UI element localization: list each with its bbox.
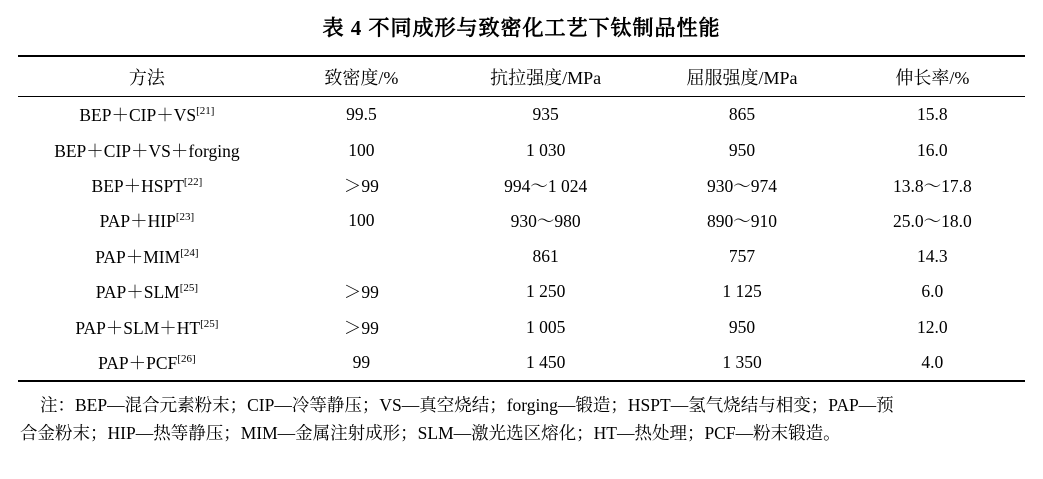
cell-yield: 950 <box>728 139 756 160</box>
table-header <box>18 57 1025 96</box>
cell-density: ＞99 <box>343 175 379 196</box>
cell-method: PAP＋MIM[24] <box>95 246 199 267</box>
reference-superscript: [25] <box>200 317 219 330</box>
cell-yield: 1 125 <box>722 281 762 302</box>
reference-superscript: [24] <box>180 246 199 259</box>
reference-superscript: [26] <box>177 353 196 366</box>
performance-table-body <box>18 97 1025 380</box>
cell-elongation: 14.3 <box>917 245 948 266</box>
table-note-line-2: 合金粉末；HIP—热等静压；MIM—金属注射成形；SLM—激光选区熔化；HT—热处理；PCF—粉末锻造。 <box>20 423 841 444</box>
cell-density: 99.5 <box>346 104 377 125</box>
cell-density: ＞99 <box>343 317 379 338</box>
cell-tensile: 861 <box>532 245 559 266</box>
reference-superscript: [25] <box>179 282 199 295</box>
cell-density: 100 <box>348 210 375 231</box>
reference-superscript: [23] <box>175 211 195 224</box>
cell-method: PAP＋HIP[23] <box>99 211 195 232</box>
cell-density <box>276 239 447 274</box>
cell-yield: 930～974 <box>707 175 777 196</box>
column-header-elongation: 伸长率/% <box>895 67 970 88</box>
column-header-method: 方法 <box>128 67 165 88</box>
cell-elongation: 16.0 <box>917 139 948 160</box>
cell-method: PAP＋PCF[26] <box>98 352 196 373</box>
cell-yield: 890～910 <box>707 211 777 232</box>
table-row <box>18 132 1025 167</box>
table-row <box>18 345 1025 380</box>
reference-superscript: [22] <box>183 176 203 189</box>
table-header-row <box>18 57 1025 96</box>
cell-yield: 1 350 <box>722 351 762 372</box>
table-note <box>18 382 1025 448</box>
cell-tensile: 994～1 024 <box>504 175 588 196</box>
cell-elongation: 12.0 <box>917 316 948 337</box>
column-header-yield-strength: 屈服强度/MPa <box>686 67 798 88</box>
cell-density: 99 <box>352 351 371 372</box>
cell-tensile: 1 030 <box>525 139 566 160</box>
cell-yield: 865 <box>728 104 756 125</box>
table-row <box>18 97 1025 132</box>
cell-elongation: 13.8～17.8 <box>892 175 972 196</box>
cell-method: BEP＋CIP＋VS[21] <box>79 105 215 126</box>
cell-elongation: 25.0～18.0 <box>892 211 972 232</box>
cell-yield: 950 <box>728 316 756 337</box>
column-header-density: 致密度/% <box>324 67 399 88</box>
cell-method: PAP＋SLM＋HT[25] <box>75 317 219 338</box>
reference-superscript: [21] <box>196 105 215 118</box>
cell-yield: 757 <box>728 245 756 266</box>
cell-method: BEP＋CIP＋VS＋forging <box>54 140 240 161</box>
table-note-line-1: 注：BEP—混合元素粉末；CIP—冷等静压；VS—真空烧结；forging—锻造；HSPT—氢气烧结与相变；PAP—预 <box>40 395 894 416</box>
cell-tensile: 935 <box>532 104 559 125</box>
cell-elongation: 6.0 <box>921 281 944 302</box>
cell-elongation: 15.8 <box>917 104 948 125</box>
table-row <box>18 309 1025 344</box>
column-header-tensile-strength: 抗拉强度/MPa <box>490 67 602 88</box>
cell-method: PAP＋SLM[25] <box>95 282 199 303</box>
cell-tensile: 1 450 <box>525 351 566 372</box>
table-title: 表 4 不同成形与致密化工艺下钛制品性能 <box>322 16 721 40</box>
cell-density: ＞99 <box>343 282 379 303</box>
cell-method: BEP＋HSPT[22] <box>91 175 203 196</box>
table-row <box>18 203 1025 238</box>
cell-tensile: 1 005 <box>525 316 566 337</box>
performance-table <box>18 57 1025 96</box>
table-row <box>18 168 1025 203</box>
table-row <box>18 274 1025 309</box>
cell-density: 100 <box>348 139 375 160</box>
cell-elongation: 4.0 <box>921 351 944 372</box>
cell-tensile: 930～980 <box>510 211 581 232</box>
cell-tensile: 1 250 <box>525 281 566 302</box>
table-row <box>18 239 1025 274</box>
